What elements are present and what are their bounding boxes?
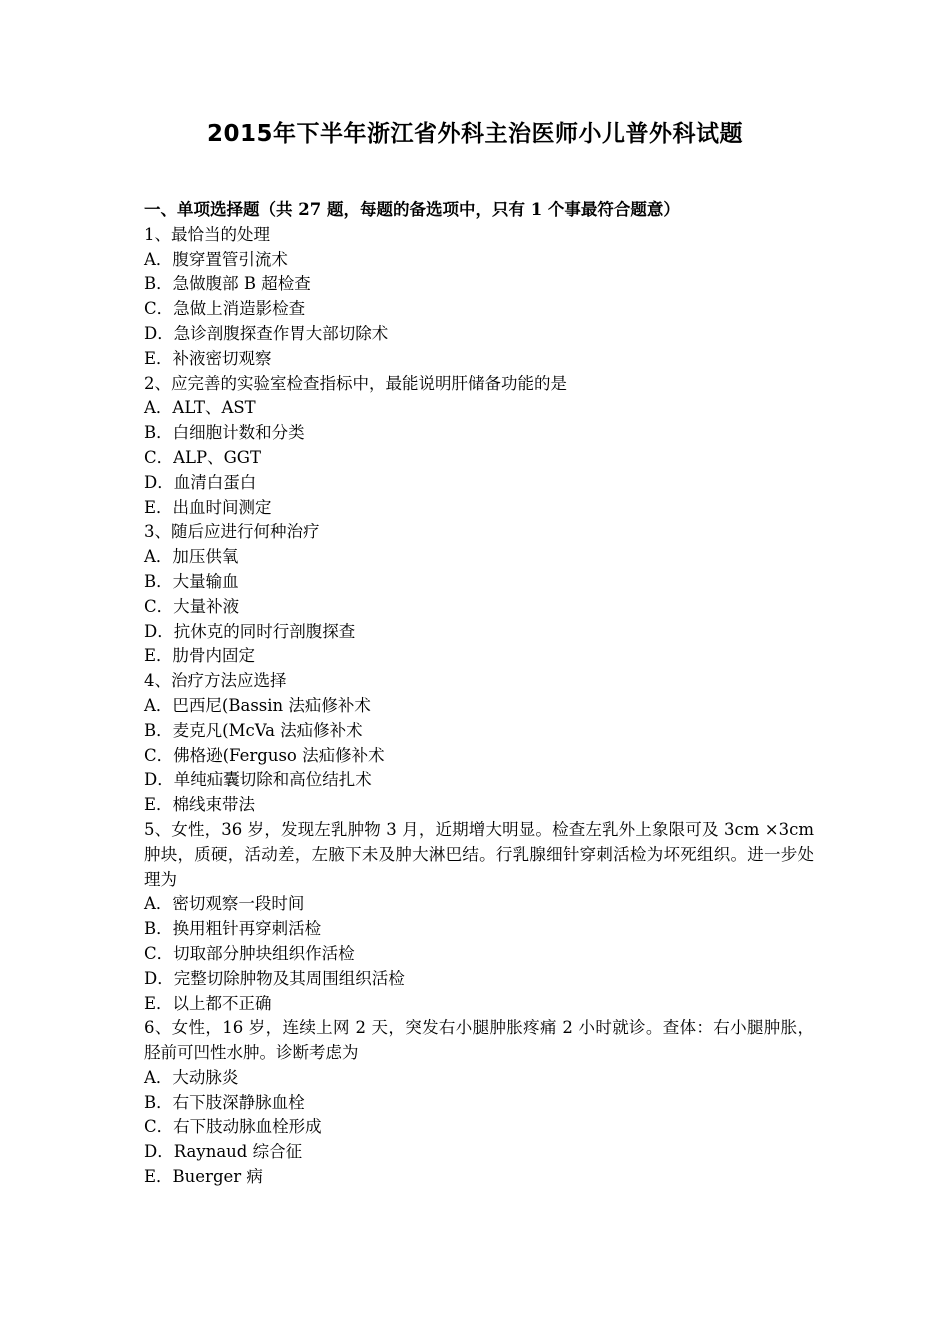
option-e: E．以上都不正确 [144,993,272,1013]
question-stem: 5、女性，36 岁，发现左乳肿物 3 月，近期增大明显。检查左乳外上象限可及 3cm ×3cm 肿块，质硬，活动差，左腋下未及肿大淋巴结。行乳腺细针穿刺活检为坏死组织。进一步处理为 [144,819,814,889]
question-2 [144,372,814,521]
option-b: B．麦克凡(McVa 法疝修补术 [144,720,363,740]
option-d: D．完整切除肿物及其周围组织活检 [144,968,405,988]
option-c: C．大量补液 [144,596,240,616]
option-e: E．出血时间测定 [144,497,272,517]
question-stem: 1、最恰当的处理 [144,224,270,244]
option-a: A．大动脉炎 [144,1067,239,1087]
question-stem: 6、女性，16 岁，连续上网 2 天，突发右小腿肿胀疼痛 2 小时就诊。查体：右小腿肿胀，胫前可凹性水肿。诊断考虑为 [144,1018,814,1063]
option-a: A．密切观察一段时间 [144,894,305,914]
document-title: 2015年下半年浙江省外科主治医师小儿普外科试题 [206,121,743,147]
question-4 [144,669,814,818]
option-b: B．急做腹部 B 超检查 [144,274,311,294]
option-b: B．右下肢深静脉血栓 [144,1092,305,1112]
option-a: A．腹穿置管引流术 [144,249,288,269]
option-e: E．棉线束带法 [144,795,256,815]
option-c: C．切取部分肿块组织作活检 [144,943,355,963]
option-e: E．Buerger 病 [144,1167,263,1187]
option-d: D．Raynaud 综合征 [144,1142,303,1162]
option-b: B．大量输血 [144,571,239,591]
section-heading: 一、单项选择题（共 27 题，每题的备选项中，只有 1 个事最符合题意） [144,200,680,219]
option-c: C．右下肢动脉血栓形成 [144,1117,322,1137]
question-5 [144,818,814,1016]
question-1 [144,223,814,372]
option-e: E．补液密切观察 [144,348,272,368]
option-c: C．佛格逊(Ferguso 法疝修补术 [144,745,385,765]
option-d: D．抗休克的同时行剖腹探查 [144,621,356,641]
question-3 [144,520,814,669]
option-b: B．白细胞计数和分类 [144,423,305,443]
option-a: A．ALT、AST [144,398,256,418]
question-stem: 3、随后应进行何种治疗 [144,522,320,542]
option-c: C．急做上消造影检查 [144,299,306,319]
option-d: D．急诊剖腹探查作胃大部切除术 [144,323,389,343]
option-d: D．血清白蛋白 [144,472,257,492]
question-stem: 4、治疗方法应选择 [144,671,287,691]
document-body [144,198,814,1190]
option-d: D．单纯疝囊切除和高位结扎术 [144,770,372,790]
option-c: C．ALP、GGT [144,447,261,467]
question-stem: 2、应完善的实验室检查指标中，最能说明肝储备功能的是 [144,373,567,393]
option-a: A．巴西尼(Bassin 法疝修补术 [144,695,371,715]
option-a: A．加压供氧 [144,547,239,567]
option-e: E．肋骨内固定 [144,646,256,666]
option-b: B．换用粗针再穿刺活检 [144,919,322,939]
question-6 [144,1016,814,1190]
